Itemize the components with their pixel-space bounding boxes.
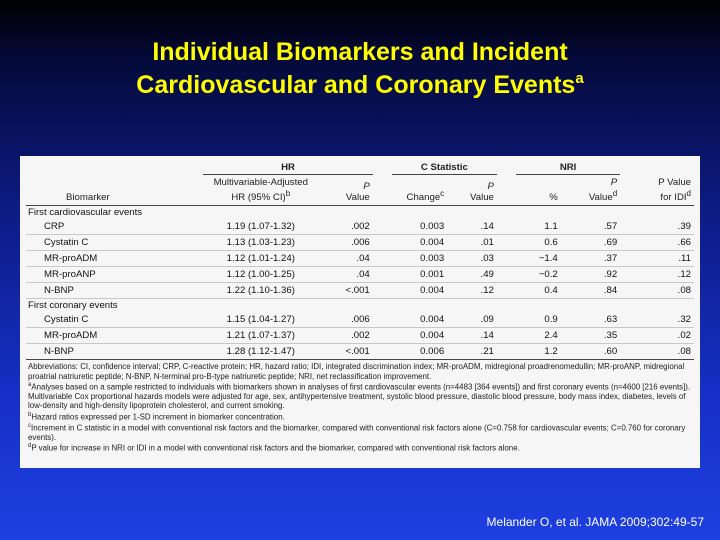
- cell-p-idi: .08: [620, 344, 694, 360]
- cell-gap: [373, 235, 392, 251]
- cell-gap-2: [497, 328, 516, 344]
- group-header-row: [26, 160, 694, 175]
- col-p-nri-line2: [564, 188, 617, 203]
- cell-p-nri: .63: [561, 312, 620, 328]
- cell-gap: [373, 251, 392, 267]
- group-hr: HR: [203, 160, 373, 175]
- footnote-b-text: Hazard ratios expressed per 1-SD increment in biomarker concentration.: [31, 412, 285, 422]
- cell-change: 0.004: [392, 235, 447, 251]
- col-biomarker: Biomarker: [26, 175, 203, 206]
- col-p-nri-sup: d: [612, 189, 618, 198]
- col-gap-2: [497, 175, 516, 206]
- cell-p-idi: .11: [620, 251, 694, 267]
- biomarker-table: [26, 160, 694, 360]
- table-row: [26, 328, 694, 344]
- cell-nri: −1.4: [516, 251, 561, 267]
- group-gap-2: [497, 160, 516, 175]
- cell-nri: 1.1: [516, 219, 561, 235]
- column-header-row: [26, 175, 694, 206]
- col-hr-line1: Multivariable-Adjusted: [213, 177, 308, 188]
- col-change: [392, 175, 447, 206]
- table-row: [26, 267, 694, 283]
- cell-p-nri: .35: [561, 328, 620, 344]
- table-row: [26, 251, 694, 267]
- col-p-hr-line1: P: [363, 181, 370, 193]
- footnote-a-mark: a: [28, 382, 32, 388]
- col-p-idi: [620, 175, 694, 206]
- cell-gap: [373, 267, 392, 283]
- col-p-idi-text: for IDI: [660, 192, 687, 204]
- slide-title-line2: [0, 69, 720, 102]
- cell-p-idi: .12: [620, 267, 694, 283]
- footnotes: [26, 362, 694, 453]
- cell-p-hr: .04: [318, 251, 372, 267]
- cell-gap-2: [497, 235, 516, 251]
- citation: Melander O, et al. JAMA 2009;302:49-57: [486, 515, 704, 529]
- cell-change: 0.001: [392, 267, 447, 283]
- table-row: [26, 344, 694, 360]
- section-label-row: [26, 299, 694, 313]
- col-p-nri-text: Value: [588, 192, 613, 204]
- col-hr-line2-text: HR (95% CI): [231, 192, 286, 204]
- col-gap: [373, 175, 392, 206]
- footnote-c-mark: c: [28, 422, 31, 429]
- col-change-text: Change: [406, 192, 441, 204]
- cell-gap: [373, 283, 392, 299]
- col-p-c-line2: Value: [470, 192, 494, 204]
- section-label: First cardiovascular events: [28, 207, 143, 219]
- cell-gap-2: [497, 267, 516, 283]
- cell-p-c: .49: [447, 267, 497, 283]
- col-p-idi-line1: P Value: [658, 177, 691, 188]
- cell-p-hr: .002: [318, 328, 372, 344]
- cell-change: 0.003: [392, 251, 447, 267]
- cell-gap-2: [497, 312, 516, 328]
- col-p-c-line1: P: [487, 181, 494, 193]
- table-row: [26, 283, 694, 299]
- cell-p-hr: .006: [318, 312, 372, 328]
- slide-title: [0, 36, 720, 102]
- cell-biomarker: N-BNP: [26, 283, 203, 299]
- cell-p-hr: <.001: [318, 283, 372, 299]
- cell-p-nri: .69: [561, 235, 620, 251]
- cell-change: 0.003: [392, 219, 447, 235]
- group-spacer-2: [620, 160, 694, 175]
- footnote-c-text: Increment in C statistic in a model with conventional risk factors and the biomarker, compared with conventional risk factors alone (C=0.758 for cardiovascular events; C=0.760 for coronary events).: [28, 423, 686, 442]
- footnote-a-text: Analyses based on a sample restricted to individuals with biomarkers shown in analyses of first cardiovascular events (n=4483 [364 events]) and first coronary events (n=4600 [216 events]). Multivariable Cox proportional hazards models were adjusted for age, sex, antihypertensive treatment, systolic blood pressure, diastolic blood pressure, body mass index, diabetes, levels of low-density and high-density lipoprotein cholesterol, and current smoking.: [28, 382, 691, 411]
- cell-change: 0.006: [392, 344, 447, 360]
- group-spacer: [26, 160, 203, 175]
- cell-p-idi: .08: [620, 283, 694, 299]
- col-change-sup: c: [440, 189, 445, 198]
- title-footnote-mark: a: [575, 70, 584, 87]
- cell-gap-2: [497, 219, 516, 235]
- table-row: [26, 235, 694, 251]
- cell-p-idi: .02: [620, 328, 694, 344]
- cell-p-hr: .006: [318, 235, 372, 251]
- section-label: First coronary events: [26, 299, 694, 313]
- cell-p-c: .03: [447, 251, 497, 267]
- footnote-d-mark: d: [28, 443, 32, 450]
- cell-biomarker: Cystatin C: [26, 312, 203, 328]
- col-p-hr: [318, 175, 372, 206]
- cell-p-idi: .39: [620, 219, 694, 235]
- cell-p-c: .21: [447, 344, 497, 360]
- cell-p-nri: .60: [561, 344, 620, 360]
- cell-hr: 1.15 (1.04-1.27): [203, 312, 318, 328]
- cell-gap: [373, 312, 392, 328]
- footnote-b-mark: b: [28, 411, 32, 418]
- cell-hr: 1.22 (1.10-1.36): [203, 283, 318, 299]
- cell-change: 0.004: [392, 283, 447, 299]
- footnote-c: [28, 422, 694, 442]
- cell-nri: 2.4: [516, 328, 561, 344]
- cell-gap: [373, 344, 392, 360]
- footnote-d: [28, 442, 694, 453]
- cell-gap-2: [497, 344, 516, 360]
- cell-nri: 0.9: [516, 312, 561, 328]
- cell-gap-2: [497, 251, 516, 267]
- cell-nri: 1.2: [516, 344, 561, 360]
- col-p-nri-line1: P: [610, 177, 618, 188]
- group-nri: NRI: [516, 160, 620, 175]
- cell-biomarker: N-BNP: [26, 344, 203, 360]
- cell-hr: 1.13 (1.03-1.23): [203, 235, 318, 251]
- table-panel: [20, 156, 700, 468]
- cell-biomarker: MR-proADM: [26, 251, 203, 267]
- cell-hr: 1.19 (1.07-1.32): [203, 219, 318, 235]
- footnote-abbreviations: Abbreviations: CI, confidence interval; CRP, C-reactive protein; HR, hazard ratio; IDI, integrated discrimination index; MR-proADM, midregional proadrenomedullin; MR-proANP, midregional proatrial natriuretic peptide; N-BNP, N-terminal pro-B-type natriuretic peptide; NRI, net reclassification improvement.: [28, 362, 685, 381]
- col-p-idi-line2: [623, 188, 691, 203]
- cell-biomarker: MR-proANP: [26, 267, 203, 283]
- table-row: [26, 312, 694, 328]
- slide-title-line1: Individual Biomarkers and Incident: [152, 38, 568, 66]
- cell-p-nri: .37: [561, 251, 620, 267]
- cell-hr: 1.12 (1.00-1.25): [203, 267, 318, 283]
- cell-p-hr: <.001: [318, 344, 372, 360]
- cell-p-nri: .84: [561, 283, 620, 299]
- cell-p-c: .14: [447, 328, 497, 344]
- col-hr: [203, 175, 318, 206]
- cell-change: 0.004: [392, 312, 447, 328]
- cell-change: 0.004: [392, 328, 447, 344]
- cell-p-nri: .57: [561, 219, 620, 235]
- col-hr-sup: b: [285, 189, 291, 198]
- col-p-hr-line2: Value: [345, 192, 370, 204]
- cell-nri: 0.4: [516, 283, 561, 299]
- cell-p-c: .01: [447, 235, 497, 251]
- cell-hr: 1.12 (1.01-1.24): [203, 251, 318, 267]
- cell-gap: [373, 328, 392, 344]
- cell-biomarker: MR-proADM: [26, 328, 203, 344]
- col-pct: %: [516, 175, 561, 206]
- cell-hr: 1.21 (1.07-1.37): [203, 328, 318, 344]
- cell-p-c: .09: [447, 312, 497, 328]
- group-gap: [373, 160, 392, 175]
- cell-gap-2: [497, 283, 516, 299]
- cell-p-c: .12: [447, 283, 497, 299]
- cell-biomarker: Cystatin C: [26, 235, 203, 251]
- cell-p-c: .14: [447, 219, 497, 235]
- cell-nri: −0.2: [516, 267, 561, 283]
- cell-hr: 1.28 (1.12-1.47): [203, 344, 318, 360]
- cell-nri: 0.6: [516, 235, 561, 251]
- cell-gap: [373, 219, 392, 235]
- group-c-statistic: C Statistic: [392, 160, 497, 175]
- cell-p-idi: .66: [620, 235, 694, 251]
- cell-p-hr: .002: [318, 219, 372, 235]
- footnote-d-text: P value for increase in NRI or IDI in a model with conventional risk factors and the biomarker, compared with conventional risk factors alone.: [31, 443, 520, 453]
- col-hr-line2: [206, 188, 315, 203]
- slide-title-line2-text: Cardiovascular and Coronary Events: [136, 71, 576, 99]
- footnote-a: [28, 381, 694, 411]
- col-p-idi-sup: d: [686, 189, 691, 198]
- cell-p-hr: .04: [318, 267, 372, 283]
- cell-biomarker: CRP: [26, 219, 203, 235]
- col-p-nri: [561, 175, 620, 206]
- col-p-c: [447, 175, 497, 206]
- cell-p-nri: .92: [561, 267, 620, 283]
- cell-p-idi: .32: [620, 312, 694, 328]
- footnote-b: [28, 411, 694, 422]
- section-label-row: [26, 206, 694, 220]
- table-row: [26, 219, 694, 235]
